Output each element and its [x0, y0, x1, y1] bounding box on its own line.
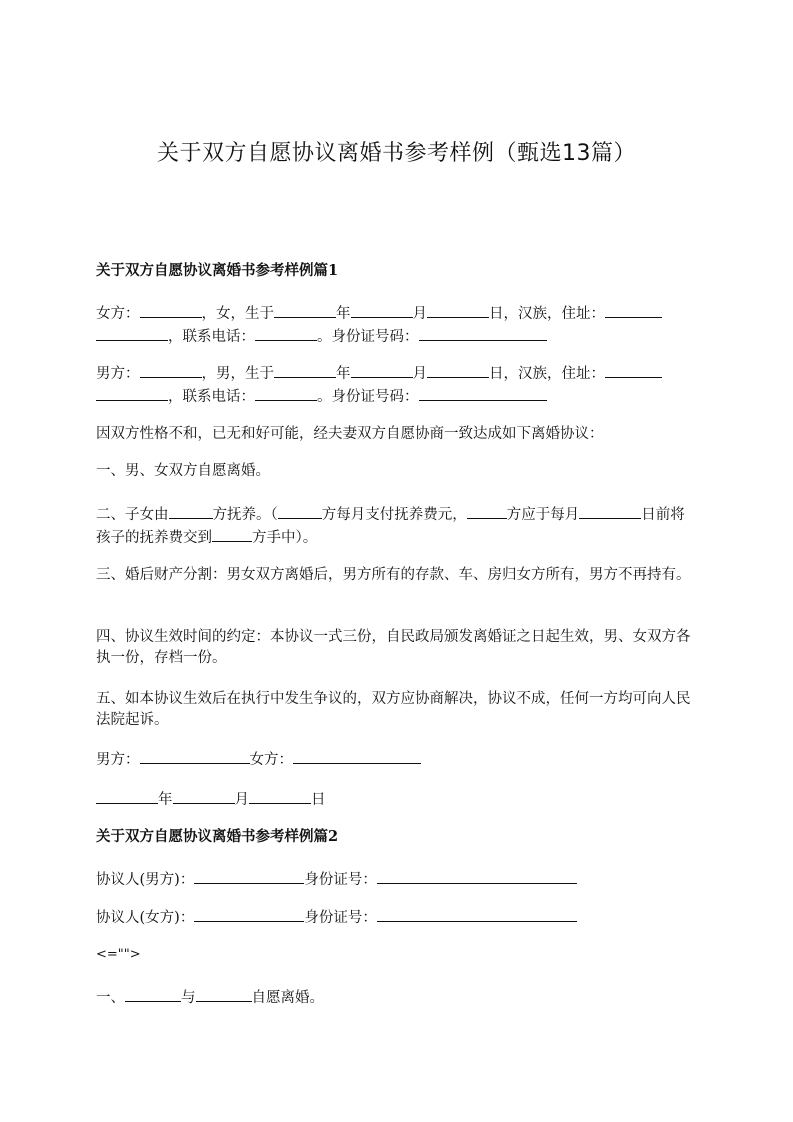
- id-text: 。身份证号码：: [317, 389, 419, 405]
- date-month-text: 月: [234, 792, 249, 808]
- section-heading-2: 关于双方自愿协议离婚书参考样例篇2: [96, 828, 339, 845]
- address-blank-cont: [96, 325, 168, 341]
- party-male-name-blank: [194, 868, 304, 884]
- female-label: 女方：: [96, 306, 140, 322]
- party-female-id-blank: [377, 906, 577, 922]
- female-signature-blank: [293, 748, 421, 764]
- date-day-blank: [249, 788, 311, 804]
- day-ethnic-address-text: 日，汉族，住址：: [489, 366, 605, 382]
- markup-artifact: <="">: [96, 947, 141, 962]
- clause-3: 三、婚后财产分割：男女双方离婚后，男方所有的存款、车、房归女方所有，男方不再持有。: [96, 567, 691, 583]
- date-year-blank: [96, 788, 158, 804]
- clause-4: 四、协议生效时间的约定：本协议一式三份，自民政局颁发离婚证之日起生效，男、女双方各执一份，存档一份。: [96, 629, 691, 666]
- payer-blank-2: [467, 503, 507, 519]
- signature-line: [96, 748, 696, 771]
- month-text: 月: [412, 306, 427, 322]
- address-blank: [605, 302, 662, 318]
- gender-birth-text: ，女，生于: [201, 306, 274, 322]
- clause-2-text-c: 方每月支付抚养费元，: [321, 507, 467, 523]
- clause-5: 五、如本协议生效后在执行中发生争议的，双方应协商解决，协议不成，任何一方均可向人民法院起诉。: [96, 691, 691, 728]
- clause-text-a: 一、: [96, 990, 125, 1006]
- id-text: 。身份证号码：: [317, 329, 419, 345]
- clause-text-c: 自愿离婚。: [251, 990, 324, 1006]
- clause-1: 一、男、女双方自愿离婚。: [96, 463, 270, 479]
- name-blank: [140, 302, 202, 318]
- clause-text-b: 与: [181, 990, 196, 1006]
- phone-text: ，联系电话：: [168, 329, 255, 345]
- birth-day-blank: [427, 302, 489, 318]
- id-label: 身份证号：: [304, 910, 377, 926]
- date-month-blank: [173, 788, 235, 804]
- document-title: 关于双方自愿协议离婚书参考样例（甄选13篇）: [157, 141, 636, 166]
- name-blank: [140, 362, 202, 378]
- clause-2: [96, 503, 696, 549]
- party-female-line: [96, 906, 696, 929]
- phone-text: ，联系电话：: [168, 389, 255, 405]
- id-blank: [419, 385, 547, 401]
- section2-clause-1: [96, 986, 696, 1009]
- recipient-blank: [212, 526, 252, 542]
- address-blank: [605, 362, 662, 378]
- sign-male-label: 男方：: [96, 752, 140, 768]
- section-heading-1: 关于双方自愿协议离婚书参考样例篇1: [96, 262, 339, 279]
- month-text: 月: [412, 366, 427, 382]
- party-male-id-blank: [377, 868, 577, 884]
- clause-2-text-e: 日前将孩子的抚养费交到: [96, 507, 685, 546]
- party-b-blank: [196, 986, 252, 1002]
- id-label: 身份证号：: [304, 872, 377, 888]
- birth-day-blank: [427, 362, 489, 378]
- party-female-label: 协议人(女方)：: [96, 910, 195, 926]
- party-male-label: 协议人(男方)：: [96, 872, 195, 888]
- sign-female-label: 女方：: [249, 752, 293, 768]
- payer-blank: [278, 503, 322, 519]
- year-text: 年: [336, 366, 351, 382]
- party-female-name-blank: [194, 906, 304, 922]
- party-male-line: [96, 868, 696, 891]
- clause-2-text-a: 二、子女由: [96, 507, 169, 523]
- birth-year-blank: [274, 302, 336, 318]
- date-year-text: 年: [158, 792, 173, 808]
- phone-blank: [255, 385, 317, 401]
- gender-birth-text: ，男，生于: [201, 366, 274, 382]
- clause-2-text-d: 方应于每月: [506, 507, 580, 523]
- male-signature-blank: [140, 748, 250, 764]
- male-party-paragraph: [96, 362, 696, 408]
- intro-paragraph: 因双方性格不和，已无和好可能，经夫妻双方自愿协商一致达成如下离婚协议：: [96, 426, 604, 442]
- clause-2-text-f: 方手中）。: [252, 530, 318, 546]
- year-text: 年: [336, 306, 351, 322]
- id-blank: [419, 325, 547, 341]
- female-party-paragraph: [96, 302, 696, 348]
- date-line: [96, 788, 696, 811]
- phone-blank: [255, 325, 317, 341]
- party-a-blank: [125, 986, 181, 1002]
- day-ethnic-address-text: 日，汉族，住址：: [489, 306, 605, 322]
- date-day-text: 日: [311, 792, 326, 808]
- birth-year-blank: [274, 362, 336, 378]
- male-label: 男方：: [96, 366, 140, 382]
- clause-2-text-b: 方抚养。（: [212, 507, 278, 523]
- pay-day-blank: [579, 503, 641, 519]
- custody-blank: [169, 503, 213, 519]
- birth-month-blank: [351, 302, 413, 318]
- birth-month-blank: [351, 362, 413, 378]
- address-blank-cont: [96, 385, 168, 401]
